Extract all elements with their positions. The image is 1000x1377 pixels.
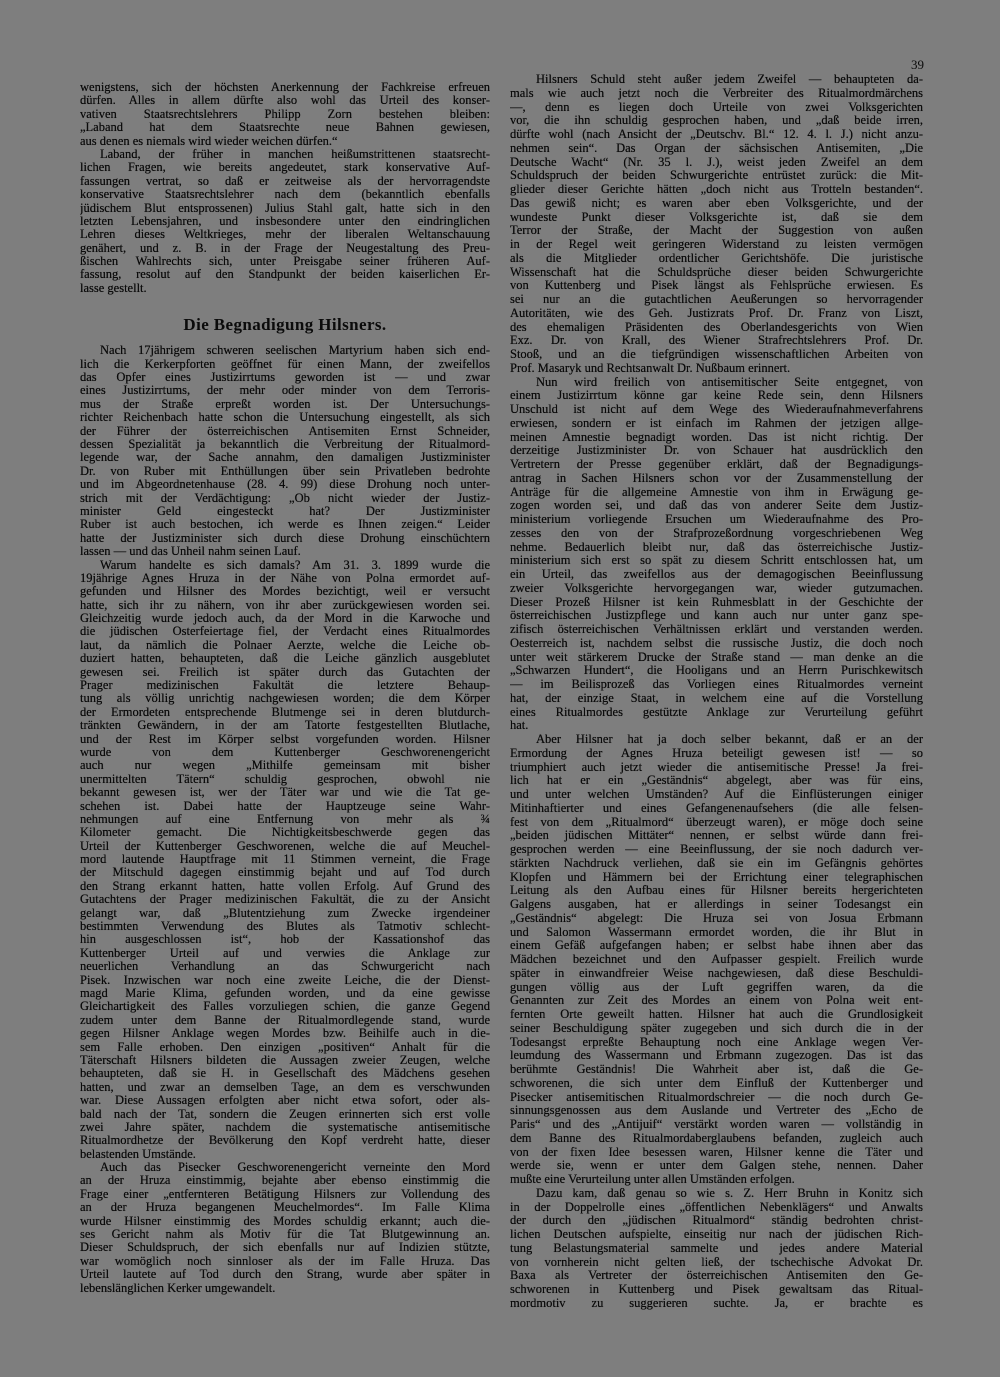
text-line: Exz. Dr. von Krall, des Wiener Strafrechtslehrers Prof. Dr. [510, 334, 923, 348]
text-line: laut, da nämlich die Polnaer Aerzte, welche die Leiche ob- [80, 638, 490, 652]
text-line: zesses den von der Strafprozeßordnung vorgeschriebenen Weg [510, 526, 923, 540]
text-line: gungen völlig aus der Luft gegriffen waren, da die [510, 980, 923, 994]
text-line: „Geständnis“ abgelegt: Die Hruza sei von Josua Erbmann [510, 911, 923, 925]
text-line: tränkten Gewändern, in der am Tatorte festgestellten Blutlache, [80, 719, 490, 733]
text-line: später in einwandfreier Weise nachgewiesen, daß diese Beschuldi- [510, 966, 923, 980]
text-line: seiner Beschuldigung später zugegeben und sich durch die in der [510, 1021, 923, 1035]
text-line: an der Hruza einstimmig, bejahte aber ebenso einstimmig die [80, 1174, 490, 1188]
text-line: schworenen, die sich unter dem Einfluß der Kuttenberger und [510, 1076, 923, 1090]
paragraph [80, 344, 490, 558]
text-line: fest von dem „Ritualmord“ überzeugt waren), er möge doch seine [510, 815, 923, 829]
text-line: Warum handelte es sich damals? Am 31. 3. 1899 wurde die [100, 558, 490, 572]
text-line: in der Doppelrolle eines „öffentlichen Nebenklägers“ und Anwalts [510, 1200, 923, 1214]
text-line: bald nach der Tat, sondern die Zeugen erinnerten sich erst volle [80, 1107, 490, 1121]
text-line: Nach 17jährigem schweren seelischen Martyrium haben sich end- [100, 344, 490, 358]
text-line: jüdischem Blut entsprossenen) Julius Stahl galt, hatte sich in den [80, 201, 490, 215]
text-line: Nun wird freilich von antisemitischer Seite entgegnet, von [536, 375, 923, 389]
text-line: dessen Spezialität ja bekanntlich die Verbreitung der Ritualmord- [80, 437, 490, 451]
text-line: wurde von dem Kuttenberger Geschworenengericht [80, 745, 490, 759]
text-line: gelangt war, daß „Blutentziehung zum Zwecke irgendeiner [80, 906, 490, 920]
text-line: Hilsners Schuld steht außer jedem Zweifel — behaupteten da- [536, 73, 923, 86]
text-line: Mädchen bezeichnet und den Aufpasser gespielt. Freilich wurde [510, 953, 923, 966]
text-line: lebenslänglichen Kerker umgewandelt. [80, 1281, 276, 1295]
text-line: minister Geld eingesteckt hat? Der Justizminister [80, 504, 490, 518]
text-line: den Strang erkannt hatten, hatte vollen Erfolg. Auf Grund des [80, 879, 490, 893]
text-line: Kilometer gemacht. Die Nichtigkeitsbeschwerde gegen das [80, 826, 490, 840]
text-line: dürfen. Alles in allem dürfte also wohl das Urteil des konser- [80, 94, 490, 108]
text-line: und der Rest im Körper selbst vorgefunden worden. Hilsner [80, 732, 490, 746]
text-line: „Laband hat dem Staatsrechte neue Bahnen gewiesen, [80, 121, 490, 135]
text-line: meinen Amnestie begnadigt worden. Das ist nicht richtig. Der [510, 430, 923, 444]
text-line: legende war, der Sache annahm, den damaligen Justizminister [80, 451, 490, 465]
text-line: war womöglich noch sinnloser als der im Falle Hruza. Das [80, 1254, 490, 1268]
text-line: Pisecker antisemitischen Ritualmordschreier — die noch durch Ge- [510, 1090, 923, 1104]
text-line: die jüdischen Osterfeiertage fiel, der Verdacht eines Ritualmordes [80, 625, 490, 639]
text-line: Ruber ist auch bestochen, ich werde es Ihnen zeigen.“ Leider [80, 518, 490, 532]
text-line: nehmungen auf eine Entfernung von mehr als ¾ [80, 812, 490, 826]
text-line: Mitinhaftierter und eines Gefangenenaufsehers (die alle felsen- [510, 801, 923, 815]
text-line: genähert, und z. B. in der Frage der Neugestaltung des Preu- [80, 241, 490, 255]
text-line: Galgens ausgaben, hat er allerdings in seiner Todesangst ein [510, 898, 923, 911]
paragraph [80, 81, 490, 148]
text-line: berühmte Geständnis! Die Wahrheit aber ist, daß die Ge- [510, 1063, 923, 1076]
paragraph [510, 733, 923, 1187]
text-line: Paris“ und des „Antijuif“ verstärkt worden waren — vollständig in [510, 1118, 923, 1131]
text-line: ein Urteil, das zweifellos aus der demagogischen Beeinflussung [510, 568, 923, 581]
text-line: des ehemaligen Präsidenten des Oberlandesgerichts von Wien [510, 320, 923, 334]
text-line: Täterschaft Hilsners bildeten die Aussagen zweier Zeugen, welche [80, 1053, 490, 1067]
paragraph [80, 148, 490, 295]
text-line: von vornherein nicht gelten ließ, der tschechische Advokat Dr. [510, 1255, 923, 1269]
text-line: zweier Volksgerichte hervorgegangen war, wieder gutzumachen. [510, 581, 923, 595]
text-line: schehen ist. Dabei hatte der Hauptzeuge seine Wahr- [80, 799, 490, 813]
text-line: Pisek. Inzwischen war noch eine zweite Leiche, die der Dienst- [80, 973, 490, 987]
text-line: Auch das Pisecker Geschworenengericht verneinte den Mord [100, 1161, 490, 1175]
text-line: tung Belastungsmaterial sammelte und jedes andere Material [510, 1241, 923, 1255]
text-line: Dieser Prozeß Hilsner ist kein Ruhmesblatt in der Geschichte der [510, 595, 923, 609]
text-line: lasse gestellt. [80, 281, 147, 295]
paragraph [510, 73, 923, 376]
text-line: von der fixen Idee besessen waren, Hilsner kenne die Täter und [510, 1145, 923, 1159]
text-line: gegen Hilsner Anklage wegen Mordes bzw. Beihilfe auch in die- [80, 1027, 490, 1041]
text-line: Baxa als Vertreter der österreichischen Antisemiten den Ge- [510, 1269, 923, 1283]
paragraph [80, 559, 490, 1162]
text-line: glieder dieser Gerichte hätten „doch nicht aus Trotteln bestanden“. [510, 183, 923, 196]
text-line: „Schwarzen Hundert“, die Hooligans und an Herrn Purischkewitsch [510, 664, 923, 678]
text-line: Autoritäten, wie des Geh. Justizrats Prof. Dr. Franz von Liszt, [510, 306, 923, 320]
text-line: hatten, und zwar an demselben Tage, an dem es verschwunden [80, 1080, 490, 1094]
text-line: einem Gefäß aufgefangen haben; er selbst habe ihnen aber das [510, 939, 923, 953]
paragraph [510, 376, 923, 734]
text-line: Wissenschaft hat die Schuldsprüche dieser beiden Schwurgerichte [510, 265, 923, 279]
text-line: ministerium vorliegende Ersuchen um Wiederaufnahme des Pro- [510, 513, 923, 526]
text-line: Terror der Straße, der Macht der Suggestion von außen [510, 224, 923, 238]
text-line: dürfte wohl (nach Ansicht der „Deutschv. Bl.“ 12. 4. l. J.) nicht anzu- [510, 128, 923, 141]
text-line: Ritualmordhetze der Bevölkerung den Kopf verdreht hatte, dieser [80, 1134, 490, 1148]
text-line: Ermordung der Agnes Hruza beteiligt gewesen ist! — so [510, 746, 923, 760]
text-line: war. Diese Aussagen erfolgten aber nicht etwa sofort, oder als- [80, 1094, 490, 1108]
text-line: Schuldspruch der beiden Schwurgerichte entrüstet zurück: die Mit- [510, 169, 923, 183]
text-line: Frage einer „entfernteren Betätigung Hilsners zur Vollendung des [80, 1187, 490, 1201]
text-line: Gleichartigkeit des Falles vorzuliegen schien, die ganze Gegend [80, 1000, 490, 1014]
text-line: erwiesen, sondern er ist einfach im Rahmen der jetzigen allge- [510, 416, 923, 430]
text-line: lich hat er ein „Geständnis“ abgelegt, aber was für eins, [510, 774, 923, 788]
article-headline: Die Begnadigung Hilsners. [183, 315, 387, 335]
text-line: Genannten zur Zeit des Mordes an einem von Polna weit ent- [510, 994, 923, 1008]
text-line: „beiden jüdischen Mittäter“ nennen, er selbst würde dann frei- [510, 829, 923, 843]
text-line: Das gewiß nicht; es waren aber eben Volksgerichte, und der [510, 196, 923, 210]
paragraph [510, 1187, 923, 1311]
text-line: Gutachtens der Prager medizinischen Fakultät, die zu der Ansicht [80, 893, 490, 907]
text-line: bekannt gewesen ist, wer der Täter war und wie die Tat ge- [80, 786, 490, 800]
text-line: zifisch österreichischen Verhältnissen erklärt und verstanden werden. [510, 623, 923, 636]
text-line: mußte eine Verurteilung unter allen Umständen erfolgen. [510, 1173, 795, 1186]
text-line: Laband, der früher in manchen heißumstrittenen staatsrecht- [100, 147, 490, 161]
text-line: mord lautende Hauptfrage mit 11 Stimmen verneint, die Frage [80, 853, 490, 867]
text-line: mals wie auch jetzt noch die Verbreiter des Ritualmordmärchens [510, 86, 923, 100]
text-line: unermittelten Tätern“ schuldig gesprochen, obwohl nie [80, 772, 490, 786]
text-line: aus denen es niemals wird wieder weichen dürfen.“ [80, 134, 338, 148]
preceding-article-ending [80, 81, 490, 295]
text-line: gewesen sei. Freilich ist später durch das Gutachten der [80, 665, 490, 679]
text-line: sei nur an die gutachtlichen Aeußerungen so hervorragender [510, 293, 923, 306]
text-line: — im Beilisprozeß das Vorliegen eines Ritualmordes verneint [510, 678, 923, 691]
text-line: hat. [510, 719, 529, 733]
text-line: ministerium sich erst so spät zu diesem Schritt entschlossen hat, um [510, 554, 923, 568]
text-line: zwei Jahre später, nachdem die systematische antisemitische [80, 1120, 490, 1134]
text-line: Stooß, und an die tiefgründigen wissenschaftlichen Arbeiten von [510, 348, 923, 361]
text-line: —, denn es liegen doch Urteile von zwei Volksgerichten [510, 100, 923, 114]
text-line: ses Gericht nahm als Motiv für die Tat Blutgewinnung an. [80, 1228, 490, 1242]
text-line: zogen worden sei, und daß das von anderer Seite dem Justiz- [510, 499, 923, 513]
article-body-right [510, 73, 923, 1311]
text-line: Prager medizinischen Fakultät die letztere Behaup- [80, 679, 490, 693]
text-line: Urteil der Kuttenberger Geschworenen, welche die auf Meuchel- [80, 839, 490, 853]
text-line: konservative Staatsrechtslehrer nach dem (bekanntlich ebenfalls [80, 188, 490, 202]
text-line: eines Ritualmordes gestützte Anklage zur Verurteilung geführt [510, 705, 923, 719]
text-line: fassungen vertrat, so daß er zeitweise als der hervorragendste [80, 174, 490, 188]
text-line: lassen — und das Unheil nahm seinen Lauf. [80, 545, 301, 559]
text-line: fassung, resolut auf den Standpunkt der beiden kaiserlichen Er- [80, 268, 490, 282]
text-line: lichen Deutschen aufspielte, einseitig nur nach der jüdischen Rich- [510, 1228, 923, 1241]
text-line: hatte, sich ihr zu nähern, von ihr aber zurückgewiesen worden sei. [80, 598, 490, 612]
text-line: und unter welchen Umständen? Auf die Einflüsterungen einiger [510, 788, 923, 801]
text-line: behaupteten, daß sie H. in Gesellschaft des Mädchens gesehen [80, 1067, 490, 1081]
text-line: Todesangst erpreßte Behauptung noch eine Anklage wegen Ver- [510, 1035, 923, 1049]
text-line: letzten Lebensjahren, und insbesondere unter den eindringlichen [80, 214, 490, 228]
text-line: tung als völlig unrichtig nachgewiesen worden; die dem Körper [80, 692, 490, 706]
text-line: an der Hruza begangenen Meuchelmordes“. Im Falle Klima [80, 1201, 490, 1215]
text-line: werde sie, wenn er unter dem Galgen stehe, nennen. Daher [510, 1159, 923, 1173]
text-line: sem Falle erhoben. Den einzigen „positiven“ Anhalt für die [80, 1040, 490, 1054]
text-line: österreichischen Justizpflege und kann auch nur unter ganz spe- [510, 609, 923, 623]
text-line: 19jährige Agnes Hruza in der Nähe von Polna ermordet auf- [80, 571, 490, 585]
text-line: Dieser Schuldspruch, der sich ebenfalls nur auf Indizien stützte, [80, 1241, 490, 1255]
text-line: strich mit der Verdächtigung: „Ob nicht wieder der Justiz- [80, 491, 490, 505]
text-line: Gleichzeitig wurde jedoch auch, da der Mord in die Karwoche und [80, 612, 490, 626]
text-line: belastenden Umstände. [80, 1147, 196, 1161]
text-line: ßischen Wahlrechts sich, unter Preisgabe seiner früheren Auf- [80, 255, 490, 269]
text-line: Lehren dieses Weltkrieges, mehr der liberalen Weltanschauung [80, 228, 490, 242]
text-line: leumdung des Wassermann und Erbmann zugezogen. Das ist das [510, 1049, 923, 1063]
text-line: duziert hatten, behaupteten, daß die Leiche gänzlich ausgeblutet [80, 652, 490, 666]
text-line: in der Regel weit geringeren Widerstand zu leisten vermögen [510, 238, 923, 251]
text-line: triumphiert auch jetzt wieder die antisemitische Presse! Ja frei- [510, 760, 923, 774]
text-line: Anträge für die allgemeine Amnestie von ihm in Erwägung ge- [510, 485, 923, 499]
text-line: wurde Hilsner einstimmig des Mordes schuldig erkannt; auch die- [80, 1214, 490, 1228]
text-line: und im Abgeordnetenhause (28. 4. 99) diese Drohung noch unter- [80, 478, 490, 492]
text-line: Aber Hilsner hat ja doch selber bekannt, daß er an der [536, 733, 923, 746]
text-line: Oesterreich ist, nachdem selbst die russische Justiz, die doch noch [510, 636, 923, 650]
text-line: lich die Kerkerpforten geöffnet für einen Mann, der zweifellos [80, 357, 490, 371]
text-line: und Salomon Wassermann ermordet worden, die ihr Blut in [510, 925, 923, 939]
paragraph [80, 1161, 490, 1295]
text-line: der Mitschuld dagegen einstimmig bejaht und auf Tod durch [80, 866, 490, 880]
text-line: hat, der einzige Staat, in welchem eine auf die Vorstellung [510, 691, 923, 705]
text-line: als die Mitglieder ordentlicher Gerichtshöfe. Die juristische [510, 251, 923, 265]
text-line: magd Marie Klima, gefunden worden, und da eine gewisse [80, 987, 490, 1000]
text-line: schworenen in Kuttenberg und Pisek gewaltsam das Ritual- [510, 1283, 923, 1296]
text-line: auch nur wegen „Mithilfe gemeinsam mit bisher [80, 759, 490, 773]
right-column [510, 73, 923, 1311]
text-line: Dazu kam, daß genau so wie s. Z. Herr Bruhn in Konitz sich [536, 1186, 923, 1200]
text-line: vor, die ihn schuldig gesprochen haben, und „daß beide irren, [510, 114, 923, 128]
text-line: lichen Fragen, wie bereits angedeutet, stark konservative Auf- [80, 161, 490, 175]
text-line: richter Reichenbach hatte schon die Untersuchung eingestellt, als sich [80, 411, 490, 425]
text-line: einem Justizirrtum könne gar keine Rede sein, denn Hilsners [510, 389, 923, 403]
text-line: Prof. Masaryk und Rechtsanwalt Dr. Nußbaum erinnert. [510, 361, 791, 375]
text-line: der Führer der österreichischen Antisemiten Ernst Schneider, [80, 424, 490, 438]
article-body-left [80, 344, 490, 1295]
text-line: eines Justizirrtums, der mehr oder minder von dem Terroris- [80, 384, 490, 398]
text-line: gesprochen werden — eine Beeinflussung, der sie noch dadurch ver- [510, 843, 923, 856]
text-line: Dr. von Ruber mit Enthüllungen über sein Privatleben bedrohte [80, 464, 490, 478]
text-line: nehmen sein“. Das Organ der sächsischen Antisemiten, „Die [510, 141, 923, 155]
text-line: mordmotiv zu suggerieren suchte. Ja, er brachte es [510, 1296, 923, 1310]
text-line: vativen Staatsrechtslehrers Philipp Zorn bestehen bleiben: [80, 107, 490, 121]
text-line: von Kuttenberg und Pisek längst als Fehlsprüche erwiesen. Es [510, 279, 923, 293]
text-line: der durch den „jüdischen Ritualmord“ ständig bedrohten christ- [510, 1214, 923, 1228]
text-line: der Ermordeten entsprechende Blutmenge sei in deren blutdurch- [80, 705, 490, 719]
text-line: Urteil lautete auf Tod durch den Strang, wurde aber später in [80, 1268, 490, 1282]
text-line: sinnungsgenossen aus dem Auslande und Vertreter des „Echo de [510, 1104, 923, 1118]
text-line: hatte der Justizminister sich durch diese Drohung einschüchtern [80, 531, 490, 545]
text-line: derzeitige Justizminister Dr. von Schauer hat ausdrücklich den [510, 444, 923, 458]
text-line: antrag in Sachen Hilsners schon vor der Zusammenstellung der [510, 471, 923, 485]
text-line: stärkten Nachdruck verliehen, daß sie ein im Gefängnis gehörtes [510, 856, 923, 870]
text-line: gefunden und Hilsner des Mordes bezichtigt, weil er versucht [80, 585, 490, 599]
text-line: hin ausgeschlossen ist“, hob der Kassationshof das [80, 933, 490, 947]
text-line: das Opfer eines Justizirrtums geworden ist — und zwar [80, 371, 490, 385]
text-line: mus der Straße erpreßt worden ist. Der Untersuchungs- [80, 397, 490, 411]
text-line: Klopfen und Hämmern bei der Errichtung einer telegraphischen [510, 870, 923, 884]
page-number: 39 [911, 57, 924, 72]
text-line: Deutsche Wacht“ (Nr. 35 l. J.), weist jeden Zweifel an dem [510, 155, 923, 169]
text-line: bestimmten Verwendung des Blutes als Tatmotiv schlecht- [80, 920, 490, 934]
text-line: wundeste Punkt dieser Volksgerichte ist, daß sie dem [510, 210, 923, 224]
text-line: fernten Orte geweilt hatten. Hilsner hat auch die Grundlosigkeit [510, 1008, 923, 1021]
text-line: Leitung als den Aufbau eines für Hilsner bereits hergerichteten [510, 884, 923, 898]
text-line: dem Banne des Ritualmordaberglaubens befanden, zugleich auch [510, 1131, 923, 1145]
text-line: Vertretern der Presse gegenüber erklärt, daß der Begnadigungs- [510, 458, 923, 471]
text-line: wenigstens, sich der höchsten Anerkennung der Fachkreise erfreuen [80, 81, 490, 94]
left-column [80, 81, 490, 1295]
text-line: zudem unter dem Banne der Ritualmordlegende stand, wurde [80, 1013, 490, 1027]
text-line: neuerlichen Verhandlung an das Schwurgericht nach [80, 960, 490, 974]
text-line: Unschuld ist nicht auf dem Wege des Wiederaufnahmeverfahrens [510, 403, 923, 416]
text-line: Kuttenberger Urteil auf und verwies die Anklage zur [80, 946, 490, 960]
text-line: unter weit stärkerem Drucke der Straße stand — man denke an die [510, 650, 923, 664]
text-line: nehme. Bedauerlich bleibt nur, daß das österreichische Justiz- [510, 540, 923, 554]
